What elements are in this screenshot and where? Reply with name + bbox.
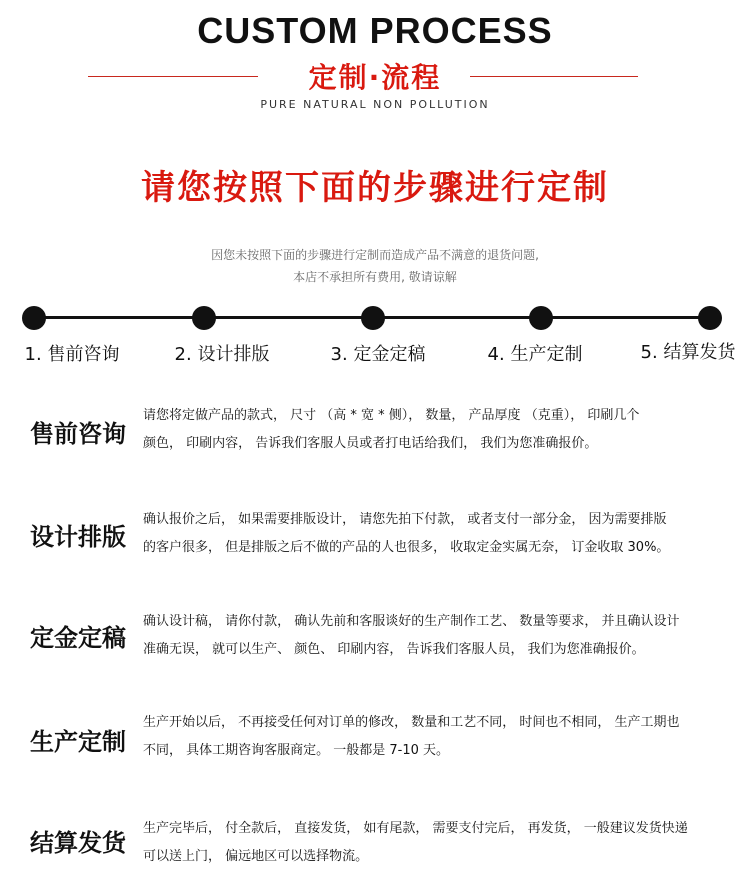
section-text-line: 颜色， 印刷内容， 告诉我们客服人员或者打电话给我们， 我们为您准确报价。 — [143, 436, 598, 451]
section-text-production — [143, 709, 733, 765]
section-title-shipping: 结算发货 — [30, 829, 126, 857]
section-title-production: 生产定制 — [30, 728, 126, 756]
step-label-4: 4. 生产定制 — [487, 344, 583, 365]
section-text-line: 生产完毕后， 付全款后， 直接发货， 如有尾款， 需要支付完后， 再发货， 一般建议发货快递 — [143, 821, 688, 836]
timeline-dot-5 — [698, 306, 722, 330]
section-text-design — [143, 506, 733, 562]
step-label-5: 5. 结算发货 — [640, 342, 736, 363]
notice-line-1: 因您未按照下面的步骤进行定制而造成产品不满意的退货问题, — [211, 248, 539, 262]
section-text-line: 不同， 具体工期咨询客服商定。 一般都是 7-10 天。 — [143, 743, 450, 758]
timeline-dot-3 — [361, 306, 385, 330]
notice-line-2: 本店不承担所有费用, 敬请谅解 — [293, 270, 457, 284]
notice — [0, 244, 750, 288]
section-text-line: 生产开始以后， 不再接受任何对订单的修改， 数量和工艺不同， 时间也不相同， 生产工期也 — [143, 715, 680, 730]
section-text-line: 准确无误， 就可以生产、 颜色、 印刷内容， 告诉我们客服人员， 我们为您准确报价。 — [143, 642, 645, 657]
section-text-line: 确认设计稿， 请你付款， 确认先前和客服谈好的生产制作工艺、 数量等要求， 并且确认设计 — [143, 614, 680, 629]
step-label-2: 2. 设计排版 — [174, 344, 270, 365]
timeline-dot-4 — [529, 306, 553, 330]
section-text-line: 的客户很多， 但是排版之后不做的产品的人也很多， 收取定金实属无奈， 订金收取 30%。 — [143, 540, 670, 555]
step-label-3: 3. 定金定稿 — [330, 344, 426, 365]
timeline-dot-1 — [22, 306, 46, 330]
section-text-line: 请您将定做产品的款式， 尺寸 （高 * 宽 * 侧）， 数量， 产品厚度 （克重）， 印刷几个 — [143, 408, 640, 423]
title-chinese: 定制·流程 — [308, 61, 442, 94]
section-text-presale — [143, 402, 733, 458]
section-text-line: 可以送上门， 偏远地区可以选择物流。 — [143, 849, 369, 864]
title-english: CUSTOM PROCESS — [197, 10, 553, 51]
section-text-line: 确认报价之后， 如果需要排版设计， 请您先拍下付款， 或者支付一部分金， 因为需要排版 — [143, 512, 667, 527]
subtitle-english: PURE NATURAL NON POLLUTION — [260, 98, 490, 111]
timeline-dot-2 — [192, 306, 216, 330]
section-title-design: 设计排版 — [30, 523, 126, 551]
section-title-deposit: 定金定稿 — [30, 624, 126, 652]
section-text-deposit — [143, 608, 733, 664]
section-title-presale: 售前咨询 — [30, 420, 126, 448]
headline: 请您按照下面的步骤进行定制 — [141, 168, 609, 208]
step-label-1: 1. 售前咨询 — [24, 344, 120, 365]
section-text-shipping — [143, 815, 733, 871]
